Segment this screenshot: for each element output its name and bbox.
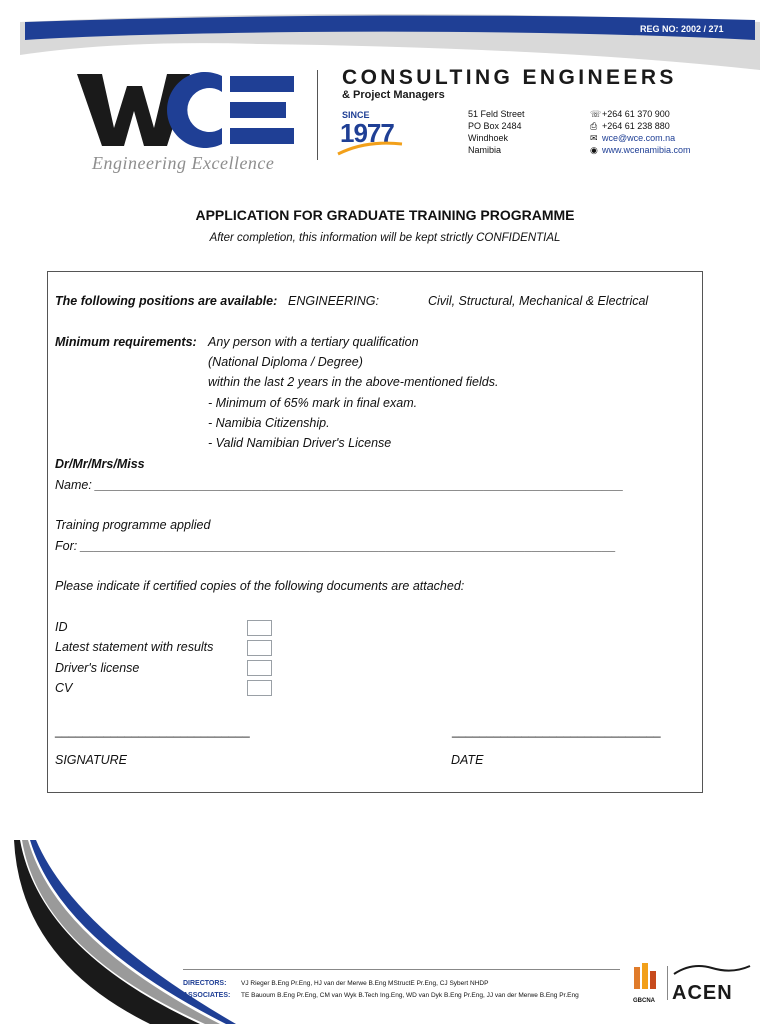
doc-item-label: Driver's license [55, 661, 140, 675]
signature-line[interactable]: ____________________________ [55, 724, 250, 738]
acen-logo [672, 962, 752, 1002]
doc-item-label: Latest statement with results [55, 640, 214, 654]
acen-text: ACEN [672, 982, 733, 1004]
contact-block [590, 108, 691, 156]
requirement-line: - Minimum of 65% mark in final exam. [208, 396, 418, 410]
min-requirements-label: Minimum requirements: [55, 335, 197, 349]
company-tagline: Engineering Excellence [92, 153, 275, 173]
training-for-field[interactable]: For: _____________________________________________________________________________ [55, 539, 616, 553]
license-checkbox[interactable] [247, 660, 272, 676]
mail-icon: ✉ [590, 133, 598, 143]
since-year: 1977 [340, 118, 394, 148]
address-line: PO Box 2484 [468, 121, 522, 131]
footer-rule [183, 969, 620, 970]
title-options: Dr/Mr/Mrs/Miss [55, 457, 145, 471]
requirement-line: within the last 2 years in the above-mentioned fields. [208, 375, 499, 389]
positions-label: The following positions are available: [55, 294, 278, 308]
statement-checkbox[interactable] [247, 640, 272, 656]
document-title: APPLICATION FOR GRADUATE TRAINING PROGRAMME [195, 207, 575, 223]
address-line: Windhoek [468, 133, 509, 143]
cv-checkbox[interactable] [247, 680, 272, 696]
footer-logo-divider [667, 966, 668, 1000]
gbcna-caption: GBCNA [633, 998, 655, 1004]
signature-label: SIGNATURE [55, 753, 127, 767]
date-line[interactable]: ______________________________ [452, 724, 661, 738]
directors-label: DIRECTORS: [183, 980, 227, 987]
address-line: Namibia [468, 145, 502, 155]
since-label: SINCE [342, 110, 370, 120]
associates-text: TE Bauoum B.Eng Pr.Eng, CM van Wyk B.Tech Ing.Eng, WD van Dyk B.Eng Pr.Eng, JJ van der Merwe B.Eng Pr.Eng [241, 992, 579, 999]
requirement-line: Any person with a tertiary qualification [208, 335, 419, 349]
company-logo [72, 66, 302, 152]
positions-value: Civil, Structural, Mechanical & Electrical [428, 294, 649, 308]
header-divider [317, 70, 318, 160]
date-label: DATE [451, 753, 484, 767]
doc-item-label: ID [55, 620, 68, 634]
address-line: 51 Feld Street [468, 109, 525, 119]
phone-icon: ☏ [590, 109, 602, 119]
training-label: Training programme applied [55, 518, 211, 532]
requirement-line: - Namibia Citizenship. [208, 416, 330, 430]
documents-prompt: Please indicate if certified copies of the following documents are attached: [55, 579, 465, 593]
company-title: CONSULTING ENGINEERS [342, 66, 677, 89]
address-block [468, 108, 525, 156]
fax-number: +264 61 238 880 [602, 121, 670, 131]
fax-icon: ⎙ [590, 121, 598, 131]
company-subtitle: & Project Managers [342, 89, 445, 101]
website-link[interactable]: www.wcenamibia.com [602, 145, 691, 155]
positions-field: ENGINEERING: [288, 294, 379, 308]
globe-icon: ◉ [590, 145, 598, 155]
since-badge [336, 108, 406, 160]
gbcna-logo [628, 963, 660, 1003]
name-field[interactable]: Name: ____________________________________________________________________________ [55, 478, 624, 492]
id-checkbox[interactable] [247, 620, 272, 636]
phone-number: +264 61 370 900 [602, 109, 670, 119]
reg-number: REG NO: 2002 / 271 [640, 24, 724, 34]
email-link[interactable]: wce@wce.com.na [602, 133, 676, 143]
document-subtitle: After completion, this information will be kept strictly CONFIDENTIAL [209, 232, 561, 244]
form-box [47, 271, 703, 793]
requirement-line: - Valid Namibian Driver's License [208, 436, 392, 450]
requirement-line: (National Diploma / Degree) [208, 355, 363, 369]
directors-text: VJ Rieger B.Eng Pr.Eng, HJ van der Merwe B.Eng MStructE Pr.Eng, CJ Sybert NHDP [241, 980, 489, 987]
associates-label: ASSOCIATES: [183, 992, 231, 999]
doc-item-label: CV [55, 681, 73, 695]
